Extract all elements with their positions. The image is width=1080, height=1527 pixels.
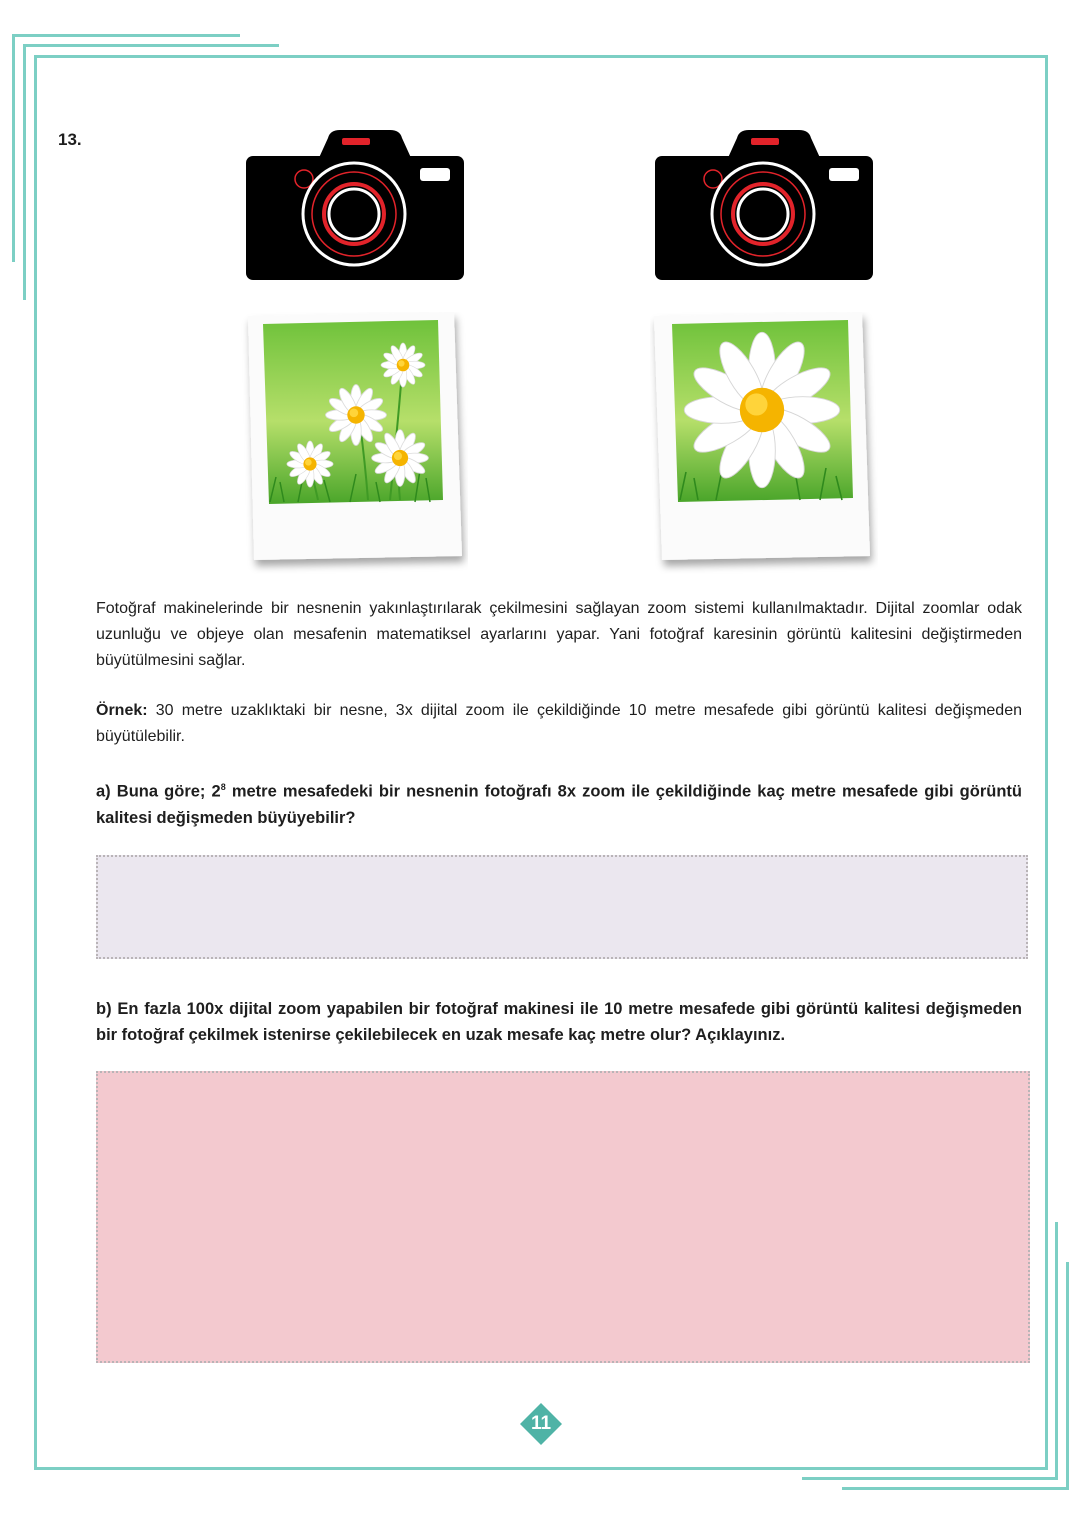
daisy-photo (240, 312, 468, 574)
camera-icon (655, 128, 873, 280)
example-paragraph (96, 698, 1022, 750)
answer-box-a[interactable] (96, 855, 1028, 959)
question-a-exponent: 8 (220, 782, 226, 792)
question-b: b) En fazla 100x dijital zoom yapabilen bir fotoğraf makinesi ile 10 metre mesafede gibi görüntü kalitesi değişmeden bir fotoğraf çekilmek istenirse çekilebilecek en uzak mesafe kaç metre olur? Açıklayınız. (96, 1000, 1022, 1044)
question-a-prefix: a) Buna göre; 2 (96, 782, 221, 801)
question-a-text: metre mesafedeki bir nesnenin fotoğrafı 8x zoom ile çekildiğinde kaç metre mesafede gibi görüntü kalitesi değişmeden büyüyebilir? (96, 782, 1022, 827)
camera-icon (246, 128, 464, 280)
intro-paragraph: Fotoğraf makinelerinde bir nesnenin yakınlaştırılarak çekilmesini sağlayan zoom sistemi kullanılmaktadır. Dijital zoomlar odak uzunluğu ve objeye olan mesafenin matematiksel ayarlarını yapar. Yani fotoğraf karesinin görüntü kalitesini değiştirmeden büyütülmesini sağlar. (96, 600, 1022, 669)
page-number: 11 (530, 1413, 552, 1434)
question-number: 13. (58, 130, 82, 149)
example-label: Örnek: (96, 702, 148, 719)
example-text: 30 metre uzaklıktaki bir nesne, 3x dijital zoom ile çekildiğinde 10 metre mesafede gibi görüntü kalitesi değişmeden büyütülebilir. (96, 702, 1022, 745)
daisy-photo (650, 312, 878, 574)
question-a (96, 774, 1022, 831)
page-number-badge (519, 1402, 563, 1446)
answer-box-b[interactable] (96, 1071, 1030, 1363)
